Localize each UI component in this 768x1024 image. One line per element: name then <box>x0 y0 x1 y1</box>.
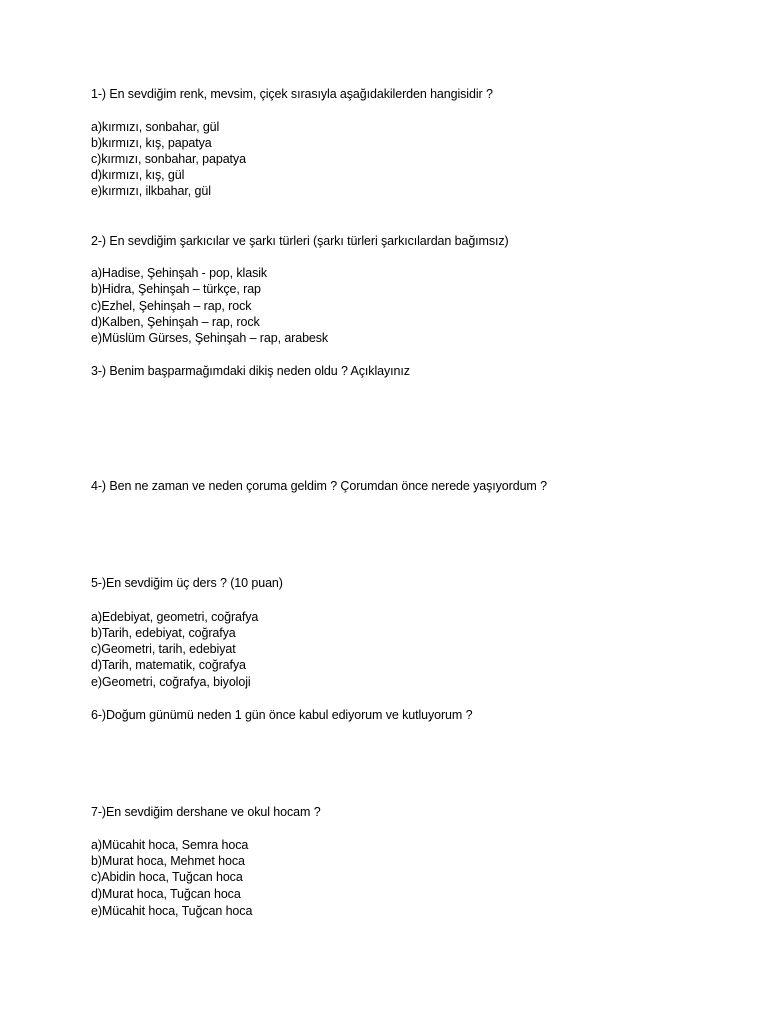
question-4-text: 4-) Ben ne zaman ve neden çoruma geldim ? Çorumdan önce nerede yaşıyordum ? <box>91 479 547 493</box>
question-1-text: 1-) En sevdiğim renk, mevsim, çiçek sırasıyla aşağıdakilerden hangisidir ? <box>91 87 493 101</box>
question-1-option-c: c)kırmızı, sonbahar, papatya <box>91 152 246 166</box>
question-2-option-d: d)Kalben, Şehinşah – rap, rock <box>91 315 260 329</box>
question-2-option-a: a)Hadise, Şehinşah - pop, klasik <box>91 266 268 280</box>
question-7-text: 7-)En sevdiğim dershane ve okul hocam ? <box>91 805 321 819</box>
question-5-option-e: e)Geometri, coğrafya, biyoloji <box>91 675 251 689</box>
question-3-text: 3-) Benim başparmağımdaki dikiş neden oldu ? Açıklayınız <box>91 364 410 378</box>
question-7-option-b: b)Murat hoca, Mehmet hoca <box>91 854 245 868</box>
question-7-option-a: a)Mücahit hoca, Semra hoca <box>91 838 249 852</box>
question-5-option-b: b)Tarih, edebiyat, coğrafya <box>91 626 236 640</box>
question-1-option-e: e)kırmızı, ilkbahar, gül <box>91 184 211 198</box>
question-6-text: 6-)Doğum günümü neden 1 gün önce kabul ediyorum ve kutluyorum ? <box>91 708 473 722</box>
question-1-option-a: a)kırmızı, sonbahar, gül <box>91 120 220 134</box>
question-7-option-e: e)Mücahit hoca, Tuğcan hoca <box>91 904 253 918</box>
question-2-option-b: b)Hidra, Şehinşah – türkçe, rap <box>91 282 261 296</box>
question-1-option-b: b)kırmızı, kış, papatya <box>91 136 212 150</box>
question-2-option-e: e)Müslüm Gürses, Şehinşah – rap, arabesk <box>91 331 329 345</box>
question-7-option-c: c)Abidin hoca, Tuğcan hoca <box>91 870 243 884</box>
question-5-option-d: d)Tarih, matematik, coğrafya <box>91 658 246 672</box>
question-2-option-c: c)Ezhel, Şehinşah – rap, rock <box>91 299 252 313</box>
question-2-text: 2-) En sevdiğim şarkıcılar ve şarkı türleri (şarkı türleri şarkıcılardan bağımsız) <box>91 234 509 248</box>
question-7-option-d: d)Murat hoca, Tuğcan hoca <box>91 887 241 901</box>
question-5-text: 5-)En sevdiğim üç ders ? (10 puan) <box>91 576 283 590</box>
question-5-option-c: c)Geometri, tarih, edebiyat <box>91 642 236 656</box>
question-1-option-d: d)kırmızı, kış, gül <box>91 168 185 182</box>
question-5-option-a: a)Edebiyat, geometri, coğrafya <box>91 610 259 624</box>
